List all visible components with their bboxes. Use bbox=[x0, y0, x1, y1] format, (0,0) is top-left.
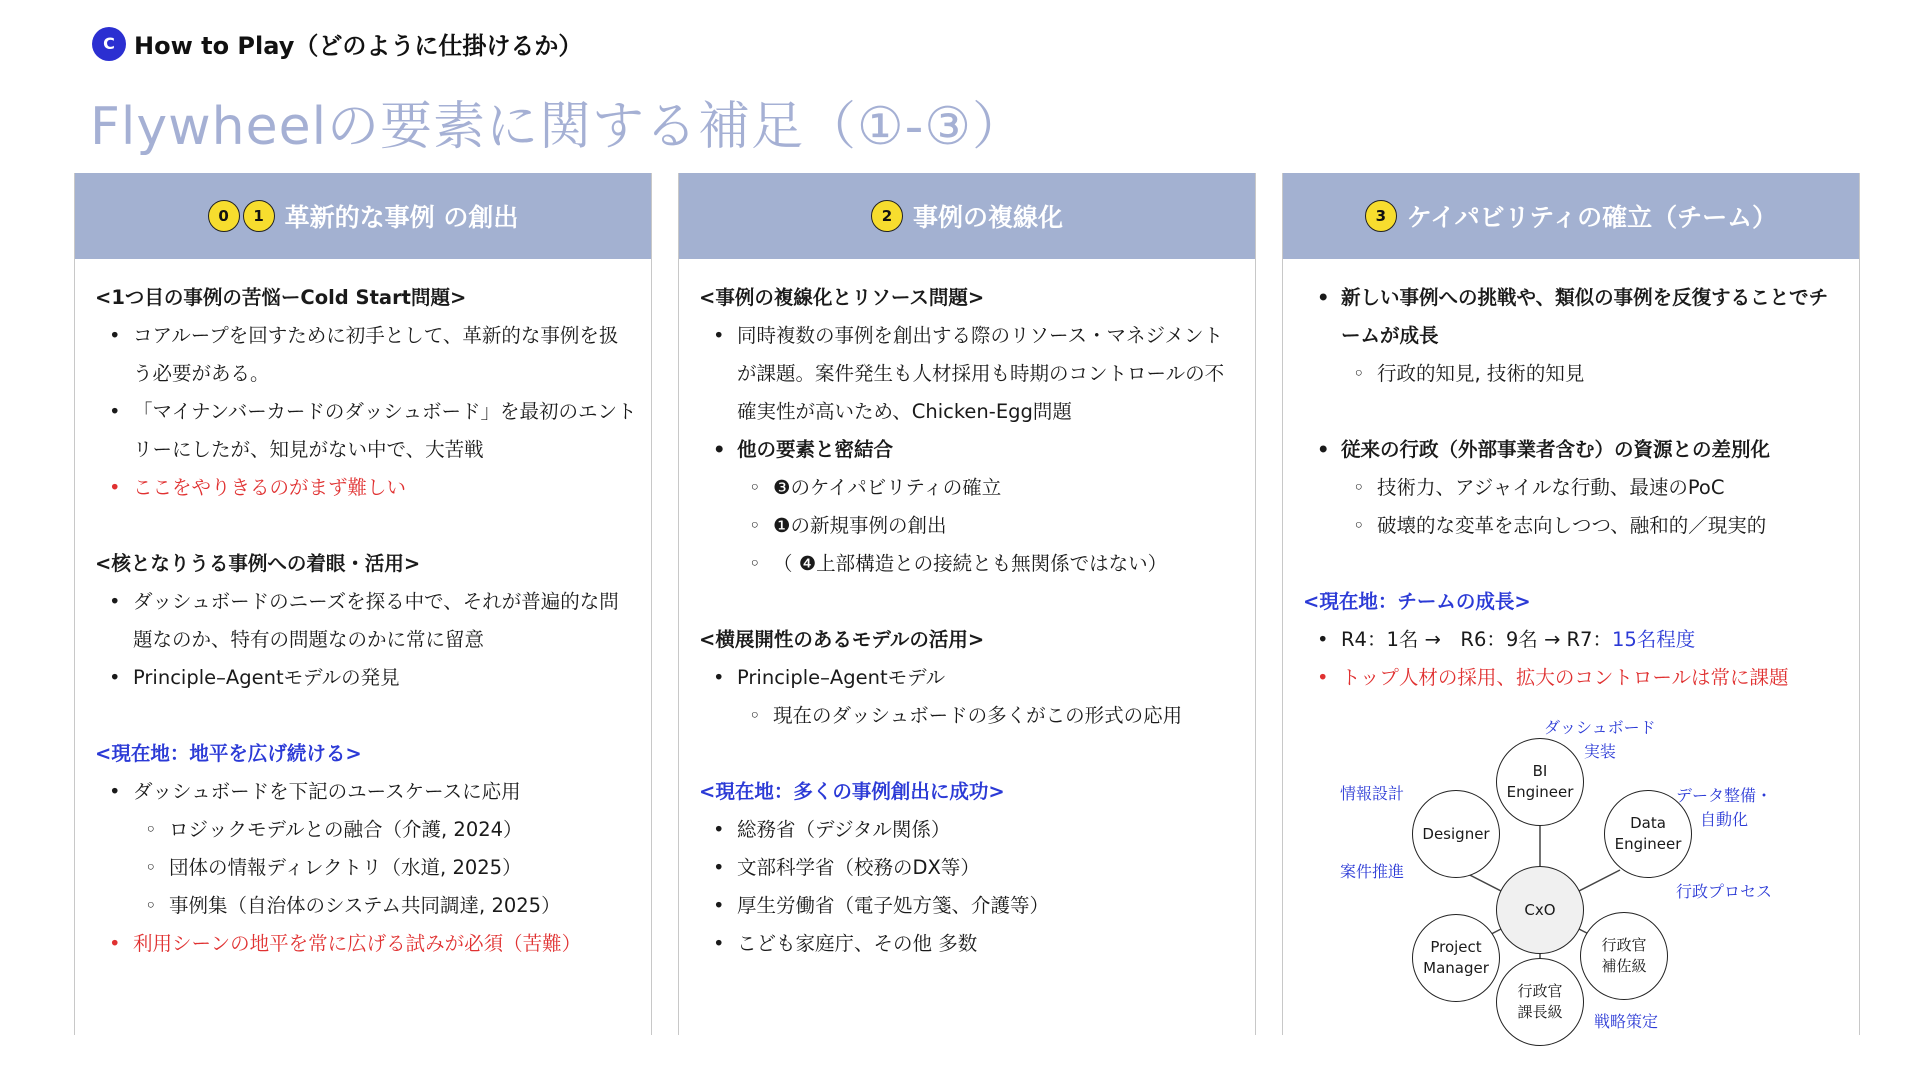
node-data-engineer: Data Engineer bbox=[1604, 790, 1692, 878]
column-body bbox=[1283, 259, 1859, 697]
label-admin-process: 行政プロセス bbox=[1676, 882, 1773, 901]
column-title: ケイパビリティの確立（チーム） bbox=[1406, 203, 1778, 232]
bullet-item: • コアループを回すために初手として、革新的な事例を扱う必要がある。 bbox=[95, 317, 637, 393]
bullet-item: • 文部科学省（校務のDX等） bbox=[699, 849, 1241, 887]
subheading: <核となりうる事例への着眼・活用> bbox=[95, 552, 421, 575]
section-tag bbox=[92, 26, 582, 61]
sub-bullet-item: ◦ 技術力、アジャイルな行動、最速のPoC bbox=[1303, 469, 1845, 507]
bullet-item-highlight: • トップ人材の採用、拡大のコントロールは常に課題 bbox=[1303, 659, 1845, 697]
column-body bbox=[679, 259, 1255, 963]
column-header bbox=[75, 173, 651, 259]
column-body bbox=[75, 259, 651, 963]
node-cxo: CxO bbox=[1496, 866, 1584, 954]
team-diagram bbox=[1322, 716, 1802, 1036]
status-heading: <現在地：地平を広げ続ける> bbox=[95, 742, 362, 765]
growth-target: 15名程度 bbox=[1611, 628, 1696, 651]
status-heading: <現在地：多くの事例創出に成功> bbox=[699, 780, 1005, 803]
column-title: 事例の複線化 bbox=[912, 203, 1063, 232]
bullet-item: • ダッシュボードのニーズを探る中で、それが普遍的な問題なのか、特有の問題なのかに常に留意 bbox=[95, 583, 637, 659]
label-dashboard: ダッシュボード 実装 bbox=[1544, 718, 1656, 761]
number-badge: 3 bbox=[1365, 200, 1397, 232]
sub-bullet-item: ◦ 行政的知見, 技術的知見 bbox=[1303, 355, 1845, 393]
subheading: <横展開性のあるモデルの活用> bbox=[699, 628, 985, 651]
number-badge: 1 bbox=[243, 200, 275, 232]
bullet-item-growth: • R4：1名 → R6：9名 → R7：15名程度 bbox=[1303, 621, 1845, 659]
bullet-item: • 同時複数の事例を創出する際のリソース・マネジメントが課題。案件発生も人材採用も時期のコントロールの不確実性が高いため、Chicken-Egg問題 bbox=[699, 317, 1241, 431]
section-label: How to Play（どのように仕掛けるか） bbox=[134, 32, 583, 60]
node-gov-assistant: 行政官 補佐級 bbox=[1580, 912, 1668, 1000]
bullet-item: • 従来の行政（外部事業者含む）の資源との差別化 bbox=[1303, 431, 1845, 469]
bullet-item: • Principle–Agentモデル bbox=[699, 659, 1241, 697]
node-project-manager: Project Manager bbox=[1412, 914, 1500, 1002]
label-data-prep: データ整備・ 自動化 bbox=[1676, 786, 1773, 829]
bullet-item: • 新しい事例への挑戦や、類似の事例を反復することでチームが成長 bbox=[1303, 279, 1845, 355]
column-title: 革新的な事例 の創出 bbox=[284, 203, 519, 232]
sub-bullet-item: ◦ ❸のケイパビリティの確立 bbox=[699, 469, 1241, 507]
node-gov-chief: 行政官 課長級 bbox=[1496, 958, 1584, 1046]
column-case-multiplexing bbox=[678, 173, 1256, 1035]
status-heading: <現在地：チームの成長> bbox=[1303, 590, 1531, 613]
bullet-item: • 厚生労働省（電子処方箋、介護等） bbox=[699, 887, 1241, 925]
column-innovative-cases bbox=[74, 173, 652, 1035]
sub-bullet-item: ◦ 破壊的な変革を志向しつつ、融和的／現実的 bbox=[1303, 507, 1845, 545]
sub-bullet-item: ◦ 事例集（自治体のシステム共同調達, 2025） bbox=[95, 887, 637, 925]
section-badge: C bbox=[92, 27, 126, 61]
sub-bullet-item: ◦ ❶の新規事例の創出 bbox=[699, 507, 1241, 545]
node-bi-engineer: BI Engineer bbox=[1496, 738, 1584, 826]
subheading: <事例の複線化とリソース問題> bbox=[699, 286, 985, 309]
bullet-item: • 総務省（デジタル関係） bbox=[699, 811, 1241, 849]
number-badge: 0 bbox=[208, 200, 240, 232]
column-header bbox=[1283, 173, 1859, 259]
bullet-item: • Principle–Agentモデルの発見 bbox=[95, 659, 637, 697]
subheading: <1つ目の事例の苦悩ーCold Start問題> bbox=[95, 286, 467, 309]
column-header bbox=[679, 173, 1255, 259]
bullet-item: • 「マイナンバーカードのダッシュボード」を最初のエントリーにしたが、知見がない中で、大苦戦 bbox=[95, 393, 637, 469]
sub-bullet-item: ◦ ロジックモデルとの融合（介護, 2024） bbox=[95, 811, 637, 849]
bullet-item-highlight: • ここをやりきるのがまず難しい bbox=[95, 469, 637, 507]
bullet-item: • ダッシュボードを下記のユースケースに応用 bbox=[95, 773, 637, 811]
page-title: Flywheelの要素に関する補足（①-③） bbox=[90, 97, 1026, 157]
label-strategy: 戦略策定 bbox=[1594, 1012, 1659, 1031]
sub-bullet-item: ◦ （ ❹上部構造との接続とも無関係ではない） bbox=[699, 545, 1241, 583]
node-designer: Designer bbox=[1412, 790, 1500, 878]
label-project-promo: 案件推進 bbox=[1340, 862, 1405, 881]
bullet-item-highlight: • 利用シーンの地平を常に広げる試みが必須（苦難） bbox=[95, 925, 637, 963]
sub-bullet-item: ◦ 現在のダッシュボードの多くがこの形式の応用 bbox=[699, 697, 1241, 735]
label-info-design: 情報設計 bbox=[1340, 784, 1405, 803]
bullet-item: • こども家庭庁、その他 多数 bbox=[699, 925, 1241, 963]
number-badge: 2 bbox=[871, 200, 903, 232]
bullet-item: • 他の要素と密結合 bbox=[699, 431, 1241, 469]
sub-bullet-item: ◦ 団体の情報ディレクトリ（水道, 2025） bbox=[95, 849, 637, 887]
